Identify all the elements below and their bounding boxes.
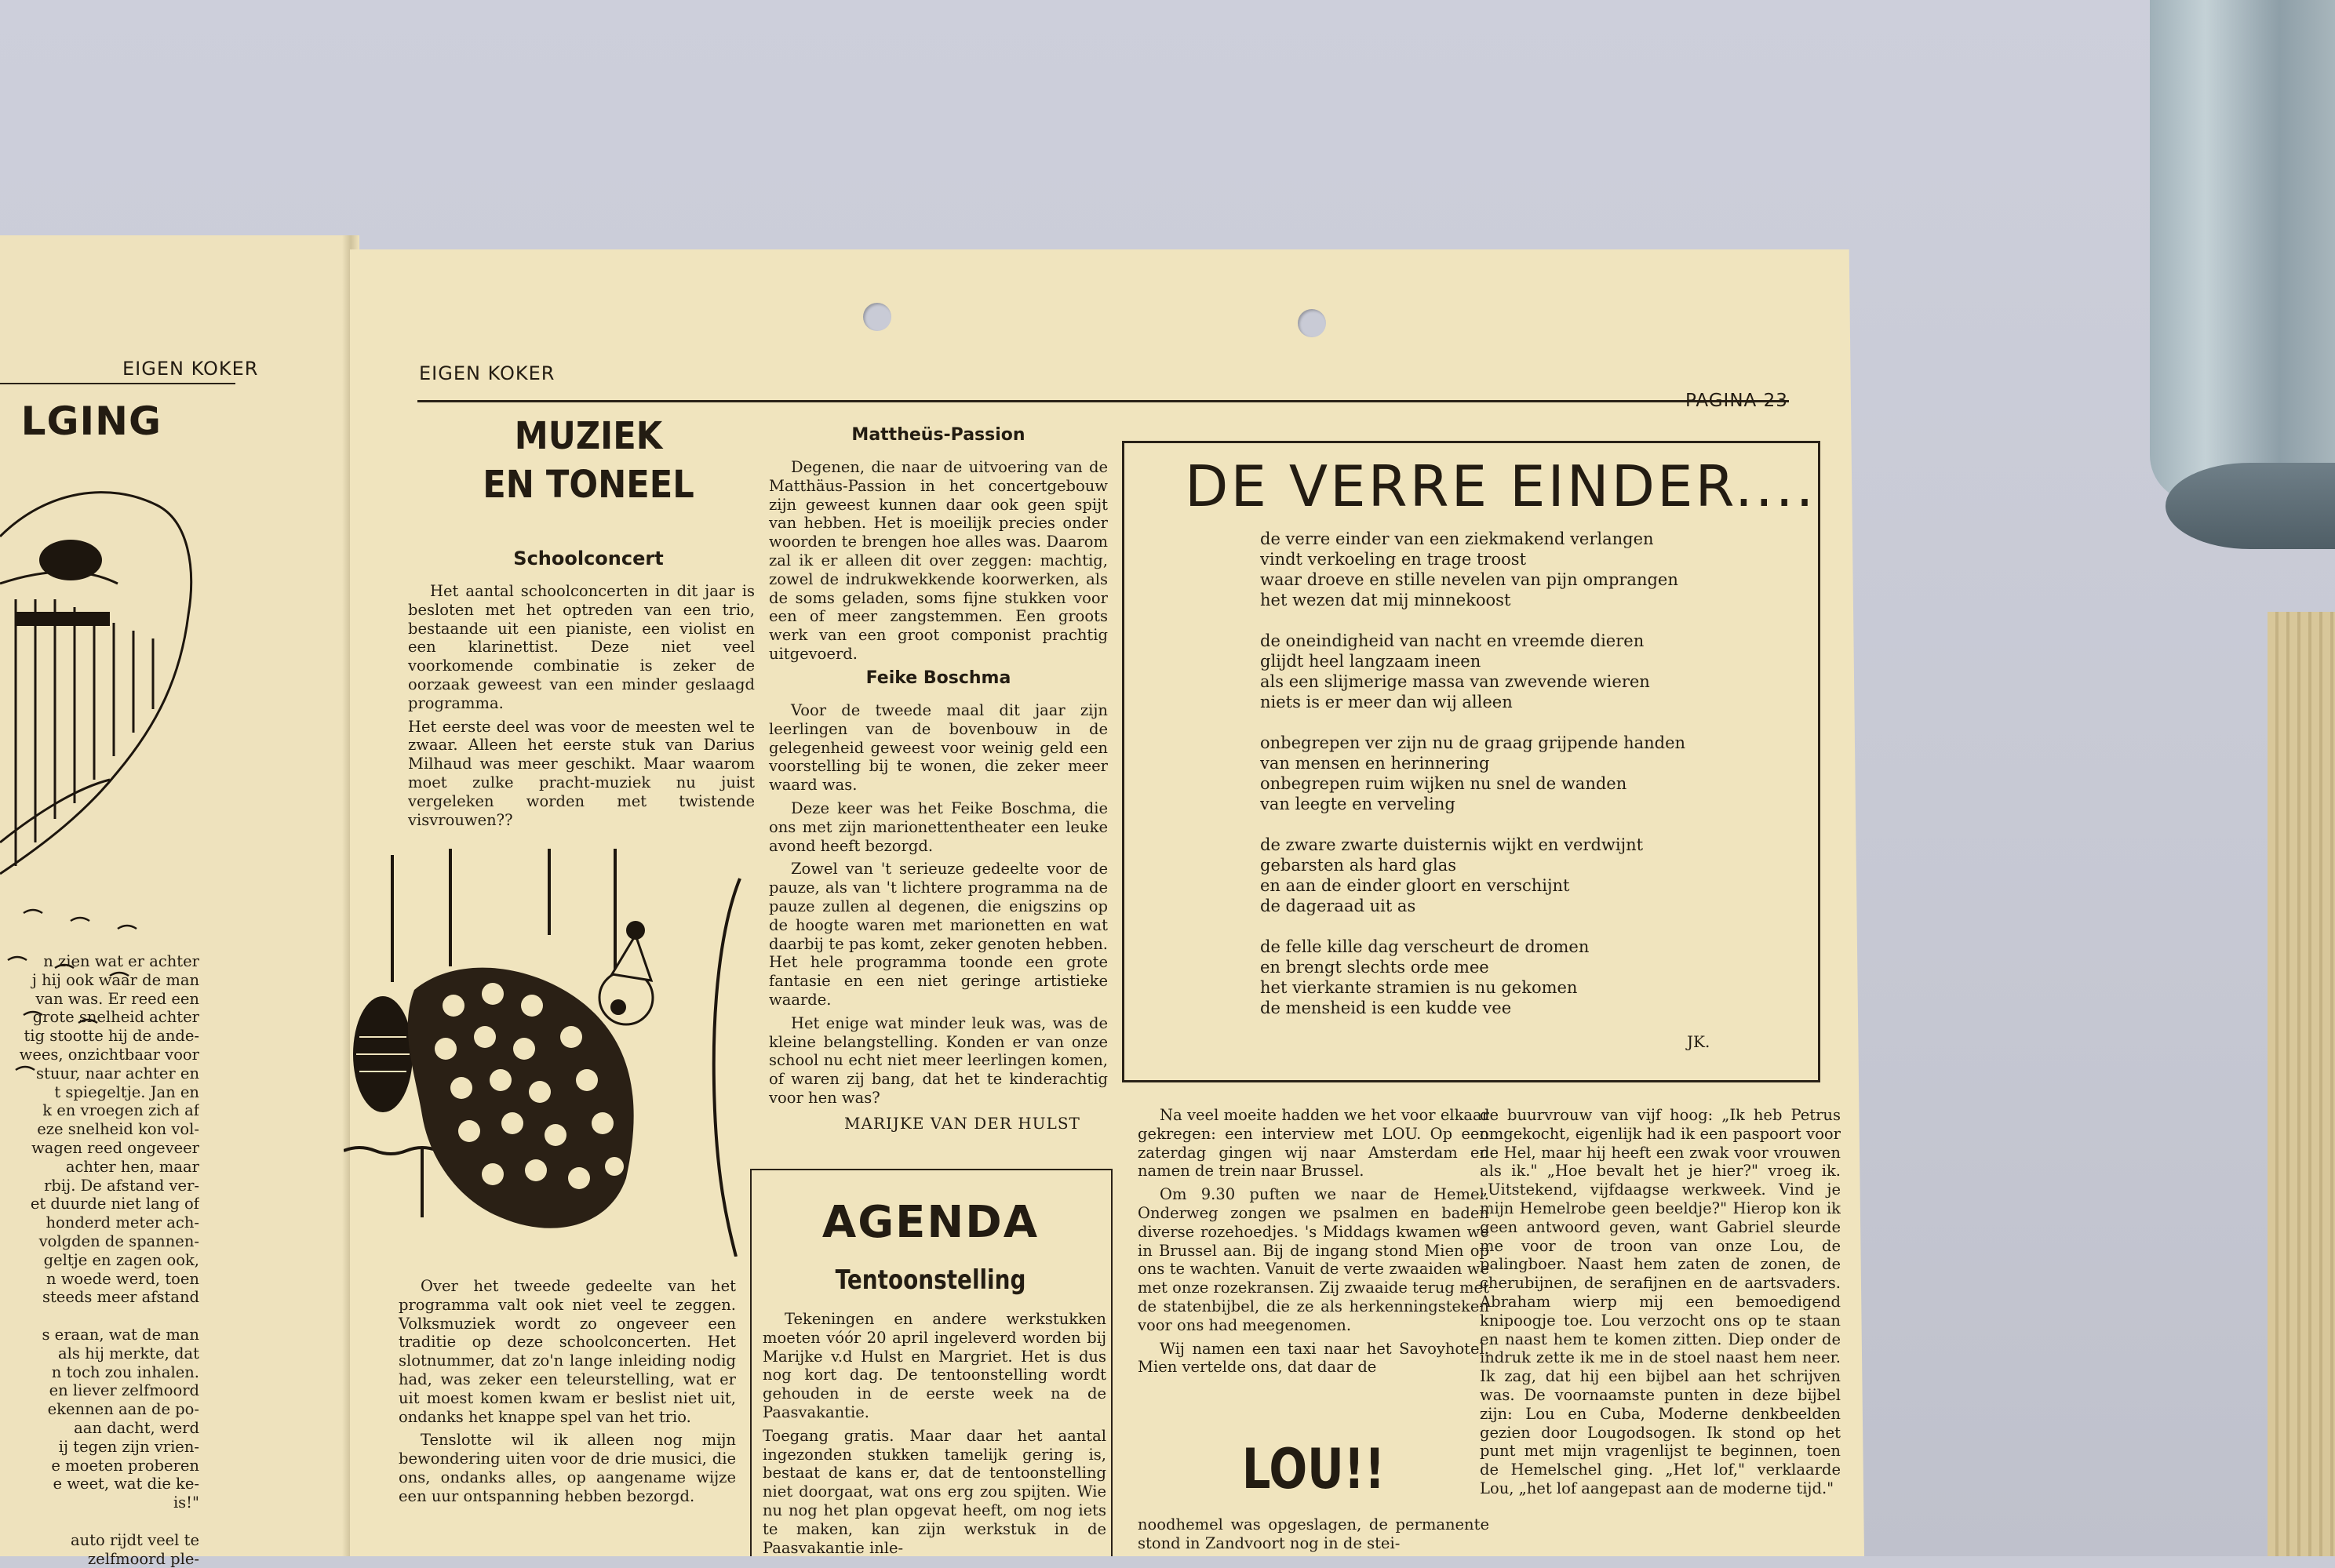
left-page-header: EIGEN KOKER <box>122 358 258 380</box>
text-line: stuur, naar achter en <box>0 1064 199 1083</box>
schoolconcert-title: Schoolconcert <box>439 548 738 569</box>
lou-heading: LOU!! <box>1169 1437 1457 1501</box>
lou-article-col2: de buurvrouw van vijf hoog: „Ik heb Petrus omgekocht, eigenlijk had ik een paspoort voor de Hel, maar hij heeft een zwak voor vrouwen als ik." „Hoe bevalt het je hier?" vroeg ik. „Uitstekend, vijfdaagse werkweek. Vind je mijn Hemelrobe geen beeldje?" Hierop kon ik geen antwoord geven, want Gabriel sleurde me voor de troon van onze Lou, de palingboer. Naast hem zaten de zonen, de cherubijnen, de serafijnen en de aartsvaders. Abraham wierp mij een bemoedigend knipoogje toe. Lou verzocht ons op te staan en naast hem te komen zitten. Diep onder de indruk zette ik me in de stoel naast hem neer. Ik zag, dat hij een bijbel aan het schrijven was. De voornaamste punten in deze bijbel zijn: Lou en Cuba, Moderne denkbeelden gezien door Lougodsogen. Ik stond op het punt met mijn vragenlijst te beginnen, toen de Hemelschel ging. „Het lof," verklaarde Lou, „het lof aangepast aan de moderne tijd." <box>1480 1106 1841 1556</box>
text-line: aan dacht, werd <box>0 1419 199 1438</box>
agenda-rule-top <box>750 1169 1113 1170</box>
text-line: et duurde niet lang of <box>0 1195 199 1213</box>
text-line: ij tegen zijn vrien- <box>0 1438 199 1457</box>
left-page <box>0 235 350 1556</box>
text-line: n zien wat er achter <box>0 952 199 971</box>
feike-title: Feike Boschma <box>769 668 1108 688</box>
text-line: n woede werd, toen <box>0 1270 199 1289</box>
text-line: e weet, wat die ke- <box>0 1475 199 1493</box>
schoolconcert-continued: Over het tweede gedeelte van het programma valt ook niet veel te zeggen. Volksmuziek wordt zo ongeveer een traditie op deze schoolconcerten. Het slotnummer, dat zo'n lange inleiding nodig had, was zeker een teleurstelling, wat er uit moest komen kwam er beslist niet uit, ondanks het knappe spel van het trio. Tenslotte wil ik alleen nog mijn bewondering uiten voor de drie musici, die ons, ondanks alles, op aangename wijze een uur ontspanning hebben bezorgd. <box>399 1277 736 1511</box>
text-line: wees, onzichtbaar voor <box>0 1046 199 1064</box>
poem-stanza: de zware zwarte duisternis wijkt en verdwijnt gebarsten als hard glas en aan de einder gloort en verschijnt de dageraad uit as <box>1260 835 1685 916</box>
punch-hole <box>863 303 891 331</box>
poem-signature: JK. <box>1687 1032 1710 1051</box>
poem-body <box>1260 529 1685 1039</box>
mattheus-title: Mattheüs-Passion <box>769 425 1108 445</box>
text-line: t spiegeltje. Jan en <box>0 1083 199 1102</box>
text-line: j hij ook waar de man <box>0 971 199 990</box>
agenda-article: Tekeningen en andere werkstukken moeten vóór 20 april ingeleverd worden bij Marijke v.d Hulst en Margriet. Het is dus nog kort dag. De tentoonstelling wordt gehouden in de eerste week na de Paasvakantie. Toegang gratis. Maar daar het aantal ingezonden stukken tamelijk gering is, bestaat de kans er, dat de tentoonstelling niet doorgaat, wat ons erg zou spijten. Wie nu nog het plan opgevat heeft, om nog iets te maken, kan zijn werkstuk in de Paasvakantie inle- <box>763 1310 1106 1562</box>
agenda-heading: AGENDA <box>761 1197 1100 1248</box>
text-line: tig stootte hij de ande- <box>0 1027 199 1046</box>
text-line: en liever zelfmoord <box>0 1381 199 1400</box>
paper-roll <box>2150 0 2335 502</box>
page-header: EIGEN KOKER <box>419 362 555 384</box>
text-line: e moeten proberen <box>0 1457 199 1475</box>
paper-stack <box>2268 612 2335 1556</box>
muziek-heading: MUZIEK EN TONEEL <box>454 414 723 507</box>
text-line: ekennen aan de po- <box>0 1400 199 1419</box>
text-line: honderd meter ach- <box>0 1213 199 1232</box>
tentoonstelling-title: Tentoonstelling <box>792 1264 1069 1296</box>
text-line: eze snelheid kon vol- <box>0 1120 199 1139</box>
paper-roll-edge <box>2166 463 2335 549</box>
text-line: is!" <box>0 1493 199 1512</box>
text-line: s eraan, wat de man <box>0 1326 199 1344</box>
text-line <box>0 1307 199 1326</box>
punch-hole <box>1298 309 1326 337</box>
poem-title: DE VERRE EINDER.... <box>1185 453 1816 519</box>
mattheus-article: Degenen, die naar de uitvoering van de Matthäus-Passion in het concertgebouw zijn geweest kunnen daar ook geen spijt van hebben. Het is moeilijk precies onder woorden te brengen hoe alles was. Daarom zal ik er alleen dit over zeggen: machtig, zowel de indrukwekkende koorwerken, als de soms geladen, soms fijne stukken voor een of meer zangstemmen. Een groots werk van een groot componist prachtig uitgevoerd. <box>769 458 1108 668</box>
agenda-rule-left <box>750 1169 752 1556</box>
feike-author: MARIJKE VAN DER HULST <box>844 1114 1080 1133</box>
schoolconcert-article: Het aantal schoolconcerten in dit jaar is besloten met het optreden van een trio, bestaande uit een pianiste, een violist en een klarinettist. Deze niet veel voorkomende combinatie is zeker de oorzaak geweest van een minder geslaagd programma. Het eerste deel was voor de meesten wel te zwaar. Alleen het eerste stuk van Darius Milhaud was meer geschikt. Maar waarom moet zulke pracht-muziek nu juist vergeleken worden met twistende visvrouwen?? <box>408 582 755 834</box>
lou-article-col1: Na veel moeite hadden we het voor elkaar gekregen: een interview met LOU. Op een zaterdag gingen wij naar Amsterdam en namen de trein naar Brussel. Om 9.30 puften we naar de Hemel. Onderweg zongen we psalmen en baden diverse rozehoedjes. 's Middags kwamen we in Brussel aan. Bij de ingang stond Mien op ons te wachten. Vanuit de verte zwaaiden we met onze rozekransen. Zij zwaaide terug met de statenbijbel, die ze als herkenningsteken voor ons had meegenomen. Wij namen een taxi naar het Savoyhotel. Mien vertelde ons, dat daar de <box>1138 1106 1489 1381</box>
left-page-article <box>0 952 199 1568</box>
poem-stanza: onbegrepen ver zijn nu de graag grijpende handen van mensen en herinnering onbegrepen ruim wijken nu snel de wanden van leegte en verveling <box>1260 733 1685 814</box>
text-line: van was. Er reed een <box>0 990 199 1009</box>
text-line: als hij merkte, dat <box>0 1344 199 1363</box>
agenda-rule-right <box>1111 1169 1113 1556</box>
text-line: zelfmoord ple- <box>0 1550 199 1568</box>
text-line: volgden de spannen- <box>0 1232 199 1251</box>
text-line: auto rijdt veel te <box>0 1531 199 1550</box>
page-number: PAGINA 23 <box>1685 391 1788 411</box>
text-line: grote snelheid achter <box>0 1008 199 1027</box>
feike-article: Voor de tweede maal dit jaar zijn leerlingen van de bovenbouw in de gelegenheid geweest voor weinig geld een voorstelling bij te wonen, die zeker meer waard was. Deze keer was het Feike Boschma, die ons met zijn marionettentheater een leuke avond heeft bezorgd. Zowel van 't serieuze gedeelte voor de pauze, als van 't lichtere programma na de pauze zullen al degenen, die enigszins op de hoogte waren met marionetten en wat daarbij te pas komt, zeker genoten hebben. Het hele programma toonde een grote fantasie en een niet geringe artistieke waarde. Het enige wat minder leuk was, was de kleine belangstelling. Konden er van onze school nu echt niet meer leerlingen komen, of waren zij bang, dat het te kinderachtig voor hen was? <box>769 701 1108 1112</box>
header-rule <box>417 400 1789 402</box>
text-line: geltje en zagen ook, <box>0 1251 199 1270</box>
text-line <box>0 1512 199 1531</box>
text-line: rbij. De afstand ver- <box>0 1177 199 1195</box>
left-header-rule <box>0 383 235 384</box>
text-line: wagen reed ongeveer <box>0 1139 199 1158</box>
poem-stanza: de oneindigheid van nacht en vreemde dieren glijdt heel langzaam ineen als een slijmerige massa van zwevende wieren niets is er meer dan wij alleen <box>1260 631 1685 712</box>
text-line: n toch zou inhalen. <box>0 1363 199 1382</box>
poem-stanza: de felle kille dag verscheurt de dromen en brengt slechts orde mee het vierkante stramien is nu gekomen de mensheid is een kudde vee <box>1260 937 1685 1018</box>
text-line: steeds meer afstand <box>0 1288 199 1307</box>
left-headline-fragment: LGING <box>0 398 162 444</box>
poem-stanza: de verre einder van een ziekmakend verlangen vindt verkoeling en trage troost waar droeve en stille nevelen van pijn omprangen het wezen dat mij minnekoost <box>1260 529 1685 610</box>
text-line: k en vroegen zich af <box>0 1101 199 1120</box>
text-line: achter hen, maar <box>0 1158 199 1177</box>
clown-illustration <box>344 849 752 1257</box>
lou-article-col1-bottom: noodhemel was opgeslagen, de permanente stond in Zandvoort nog in de stei- <box>1138 1515 1489 1558</box>
